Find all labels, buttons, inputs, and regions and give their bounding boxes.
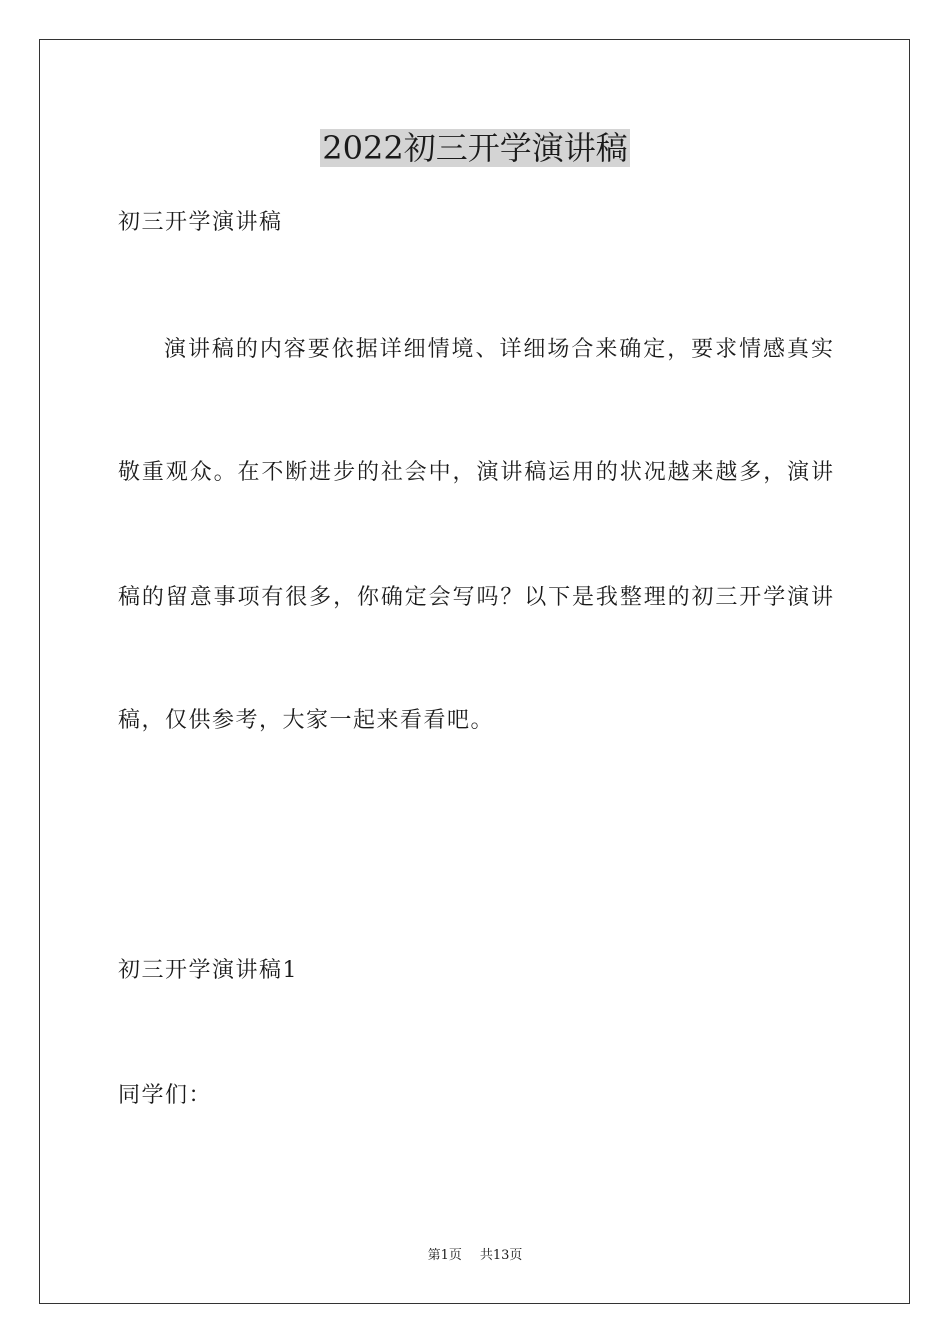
section-heading: 初三开学演讲稿1 xyxy=(118,958,298,983)
document-title-text: 2022初三开学演讲稿 xyxy=(322,129,628,167)
page-number: 第1页 xyxy=(427,1248,462,1263)
page-footer xyxy=(0,1246,950,1266)
intro-paragraph-line: 敬重观众。在不断进步的社会中，演讲稿运用的状况越来越多，演讲 xyxy=(118,460,833,485)
document-title xyxy=(0,126,950,170)
intro-paragraph-line: 演讲稿的内容要依据详细情境、详细场合来确定，要求情感真实 xyxy=(164,337,833,362)
greeting: 同学们： xyxy=(118,1083,213,1108)
document-subtitle: 初三开学演讲稿 xyxy=(118,210,283,235)
intro-paragraph-line: 稿，仅供参考，大家一起来看看吧。 xyxy=(118,708,495,733)
page-total: 共13页 xyxy=(479,1248,523,1263)
intro-paragraph-line: 稿的留意事项有很多，你确定会写吗？以下是我整理的初三开学演讲 xyxy=(118,585,833,610)
